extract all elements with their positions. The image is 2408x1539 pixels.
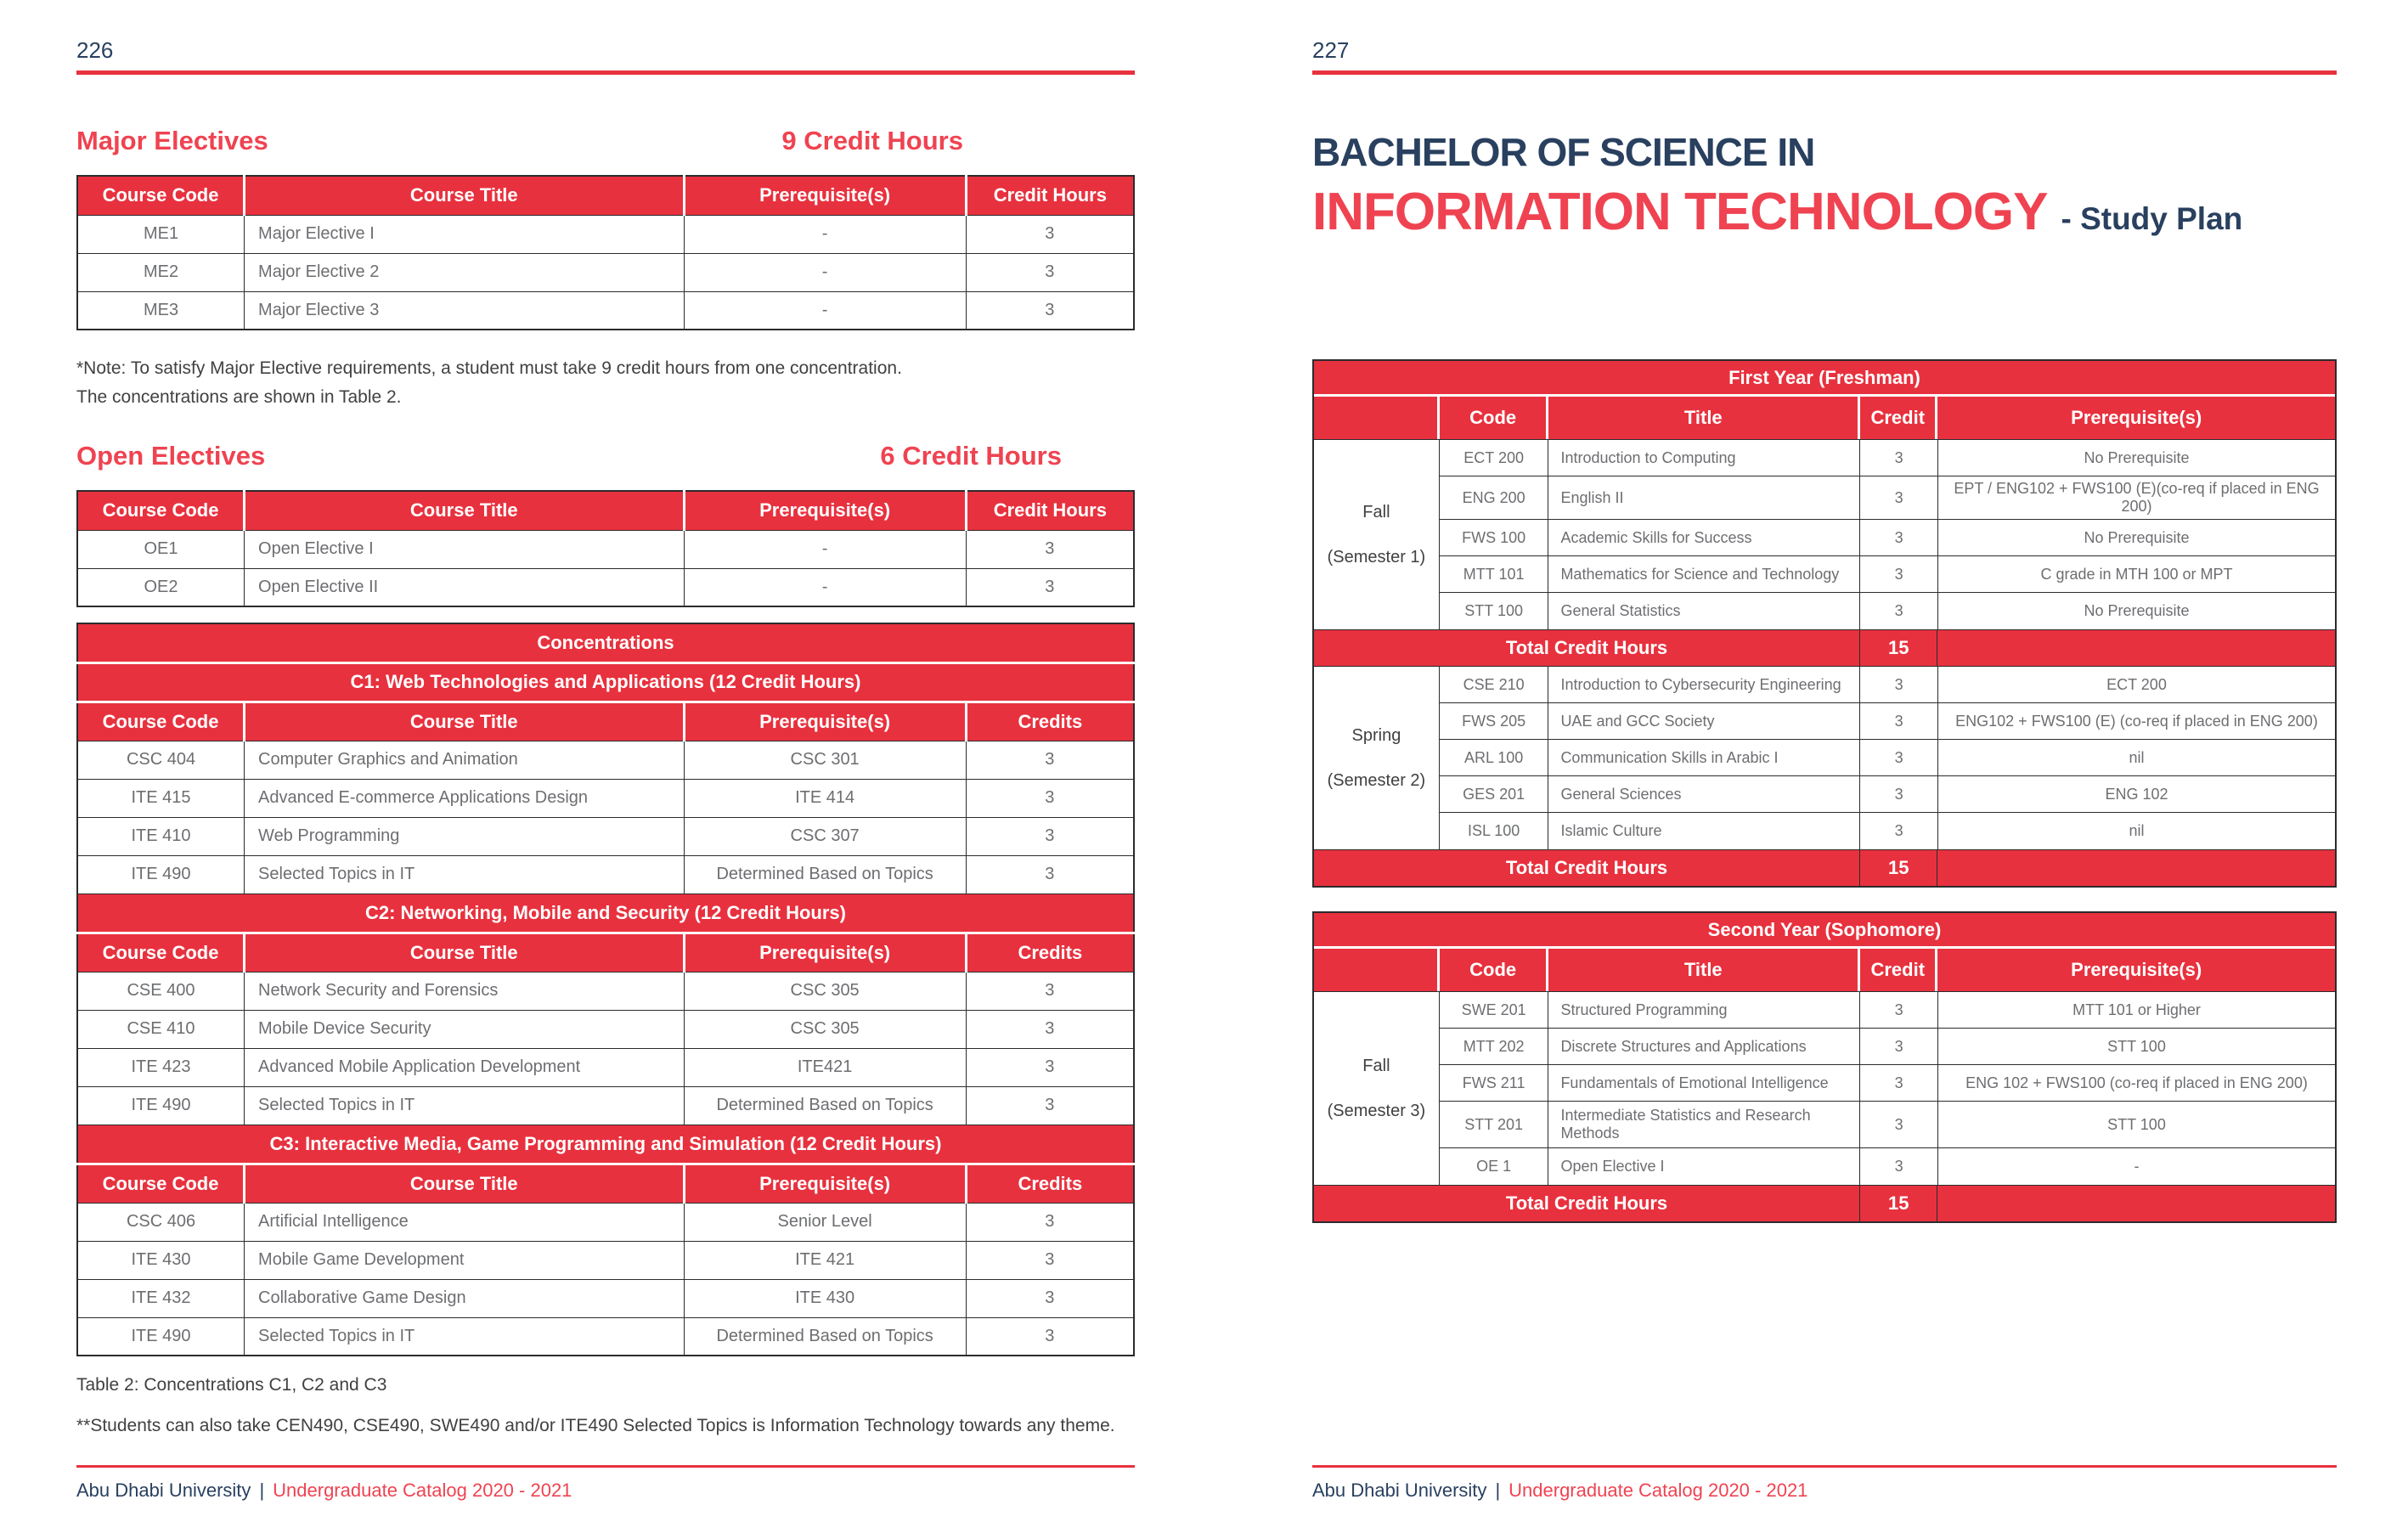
course-code-cell: STT 100	[1440, 593, 1549, 629]
prerequisite-cell: ENG 102	[2105, 785, 2168, 803]
course-row	[1440, 1029, 2335, 1065]
course-code-cell: ITE 423	[77, 1048, 245, 1086]
prerequisite-cell: Determined Based on Topics	[684, 1086, 966, 1125]
major-electives-table	[76, 175, 1135, 330]
open-electives-table	[76, 490, 1135, 607]
section-title: Major Electives	[76, 126, 268, 155]
credits-cell: 3	[966, 1203, 1134, 1241]
prerequisite-cell: No Prerequisite	[2084, 448, 2190, 466]
column-header: Course Title	[245, 702, 685, 741]
prerequisite-cell: Determined Based on Topics	[684, 855, 966, 894]
c2-rows	[77, 972, 1134, 1125]
credits-cell: 3	[966, 779, 1134, 817]
course-title-cell: Mobile Game Development	[245, 1241, 685, 1279]
column-header: Course Title	[245, 1164, 685, 1203]
course-code-cell: FWS 211	[1440, 1065, 1549, 1101]
course-code-cell: ISL 100	[1440, 813, 1549, 849]
course-title-cell: Major Elective 2	[245, 253, 685, 291]
course-title-cell: Intermediate Statistics and Research Methods	[1548, 1102, 1860, 1147]
course-title-cell: Islamic Culture	[1548, 813, 1860, 849]
credits-cell: 3	[966, 741, 1134, 779]
table-row	[77, 972, 1134, 1010]
course-title-cell: Open Elective I	[1548, 1148, 1860, 1185]
course-code-cell: CSE 410	[77, 1010, 245, 1048]
major-electives-heading-row	[76, 126, 1135, 160]
column-header: Prerequisite(s)	[684, 702, 966, 741]
course-title-cell: Advanced E-commerce Applications Design	[245, 779, 685, 817]
column-header: Prerequisite(s)	[2071, 959, 2202, 980]
course-code-cell: ME3	[77, 291, 245, 330]
credit-cell: 3	[1860, 593, 1938, 629]
header-rule	[76, 70, 1135, 75]
semester-name: Spring	[1351, 725, 1401, 745]
credits-cell: 3	[966, 817, 1134, 855]
course-code-cell: ITE 432	[77, 1279, 245, 1317]
course-code-cell: OE2	[77, 568, 245, 606]
semester-number: (Semester 1)	[1327, 547, 1426, 567]
course-code-cell: SWE 201	[1440, 992, 1549, 1028]
course-code-cell: FWS 205	[1440, 703, 1549, 739]
total-credit-hours-row	[1314, 629, 2335, 666]
course-code-cell: CSC 404	[77, 741, 245, 779]
credits-cell: 3	[966, 291, 1134, 330]
table-header	[77, 1164, 1134, 1203]
footer-catalog: Undergraduate Catalog 2020 - 2021	[273, 1480, 572, 1501]
year-table-header	[1314, 949, 2335, 991]
course-code-cell: ARL 100	[1440, 740, 1549, 775]
open-electives-heading-row	[76, 441, 1135, 475]
concentrations-title-band	[77, 623, 1134, 662]
total-credit-hours-row	[1314, 849, 2335, 886]
course-code-cell: ITE 415	[77, 779, 245, 817]
table-header	[77, 176, 1134, 215]
footer-rule	[1312, 1465, 2337, 1468]
course-title-cell: Network Security and Forensics	[245, 972, 685, 1010]
credit-cell: 3	[1860, 520, 1938, 555]
table-row	[77, 291, 1134, 330]
total-label: Total Credit Hours	[1314, 630, 1860, 666]
course-row	[1440, 776, 2335, 813]
table-row	[77, 1010, 1134, 1048]
course-code-cell: ITE 490	[77, 1086, 245, 1125]
note-line: *Note: To satisfy Major Elective requirements, a student must take 9 credit hours from one concentration.	[76, 358, 902, 378]
course-row	[1440, 1102, 2335, 1148]
table-header	[77, 491, 1134, 530]
course-title-cell: Mobile Device Security	[245, 1010, 685, 1048]
footer-separator: |	[1495, 1480, 1501, 1501]
table-row	[77, 741, 1134, 779]
column-header: Course Title	[245, 491, 685, 530]
course-title-cell: Introduction to Cybersecurity Engineering	[1548, 667, 1860, 702]
course-title-cell: Web Programming	[245, 817, 685, 855]
fall-semester-1-block	[1314, 439, 2335, 629]
course-title-cell: UAE and GCC Society	[1548, 703, 1860, 739]
course-title-cell: Artificial Intelligence	[245, 1203, 685, 1241]
column-header: Prerequisite(s)	[2071, 407, 2202, 428]
course-code-cell: ENG 200	[1440, 476, 1549, 519]
semester-rows	[1440, 440, 2335, 629]
band-label: C3: Interactive Media, Game Programming and Simulation (12 Credit Hours)	[77, 1125, 1134, 1164]
credits-cell: 3	[966, 253, 1134, 291]
semester-label	[1314, 992, 1440, 1185]
year-table-title: First Year (Freshman)	[1314, 361, 2335, 397]
total-empty-cell	[1937, 850, 2335, 886]
prerequisite-cell: ENG 102 + FWS100 (co-req if placed in ENG 200)	[1965, 1074, 2308, 1091]
concentration-c3-band	[77, 1125, 1134, 1164]
total-label: Total Credit Hours	[1314, 850, 1860, 886]
table2-caption: Table 2: Concentrations C1, C2 and C3	[76, 1375, 387, 1395]
year-table-title: Second Year (Sophomore)	[1314, 913, 2335, 949]
table-row	[77, 1241, 1134, 1279]
students-note: **Students can also take CEN490, CSE490, SWE490 and/or ITE490 Selected Topics is Information Technology towards any theme.	[76, 1416, 1115, 1435]
total-empty-cell	[1937, 1186, 2335, 1221]
course-code-cell: ITE 410	[77, 817, 245, 855]
credit-cell: 3	[1860, 476, 1938, 519]
footer-separator: |	[259, 1480, 265, 1501]
semester-number: (Semester 2)	[1327, 770, 1426, 790]
total-empty-cell	[1937, 630, 2335, 666]
prerequisite-cell: -	[684, 215, 966, 253]
footer-rule	[76, 1465, 1135, 1468]
prerequisite-cell: CSC 301	[684, 741, 966, 779]
prerequisite-cell: nil	[2129, 822, 2145, 839]
band-label: C2: Networking, Mobile and Security (12 Credit Hours)	[77, 894, 1134, 933]
column-header: Title	[1548, 397, 1860, 439]
credit-cell: 3	[1860, 813, 1938, 849]
prerequisite-cell: -	[684, 291, 966, 330]
semester-name: Fall	[1362, 502, 1390, 521]
course-title-cell: Major Elective I	[245, 215, 685, 253]
course-title-cell: General Sciences	[1548, 776, 1860, 812]
prerequisite-cell: CSC 307	[684, 817, 966, 855]
course-title-cell: Open Elective I	[245, 530, 685, 568]
course-title-cell: Structured Programming	[1548, 992, 1860, 1028]
section-title: Open Electives	[76, 441, 266, 471]
course-row	[1440, 593, 2335, 629]
table-row	[77, 530, 1134, 568]
credits-cell: 3	[966, 1048, 1134, 1086]
semester-label	[1314, 440, 1440, 629]
course-code-cell: ITE 490	[77, 855, 245, 894]
column-header: Prerequisite(s)	[684, 491, 966, 530]
course-row	[1440, 520, 2335, 556]
course-row	[1440, 740, 2335, 776]
column-header: Credit Hours	[966, 176, 1134, 215]
prerequisite-cell: -	[684, 530, 966, 568]
column-header: Credit	[1860, 397, 1937, 439]
credits-cell: 3	[966, 530, 1134, 568]
column-header: Credits	[966, 1164, 1134, 1203]
course-row	[1440, 667, 2335, 703]
degree-title-suffix: - Study Plan	[2061, 201, 2243, 236]
semester-rows	[1440, 992, 2335, 1185]
page-footer	[1312, 1465, 2337, 1502]
column-header: Code	[1440, 397, 1549, 439]
course-title-cell: Computer Graphics and Animation	[245, 741, 685, 779]
course-title-cell: Academic Skills for Success	[1548, 520, 1860, 555]
degree-title-block	[1312, 129, 2337, 242]
credits-cell: 3	[966, 1241, 1134, 1279]
c3-rows	[77, 1203, 1134, 1356]
course-title-cell: English II	[1548, 476, 1860, 519]
semester-column-header	[1314, 949, 1440, 991]
total-value: 15	[1860, 850, 1937, 886]
column-header: Credit Hours	[966, 491, 1134, 530]
course-row	[1440, 1148, 2335, 1185]
credit-cell: 3	[1860, 1065, 1938, 1101]
course-code-cell: GES 201	[1440, 776, 1549, 812]
degree-title-line1: BACHELOR OF SCIENCE IN	[1312, 130, 1815, 174]
c1-rows	[77, 741, 1134, 894]
credit-cell: 3	[1860, 1029, 1938, 1064]
course-code-cell: CSC 406	[77, 1203, 245, 1241]
table-row	[77, 1048, 1134, 1086]
column-header: Course Code	[77, 491, 245, 530]
course-code-cell: ME1	[77, 215, 245, 253]
semester-number: (Semester 3)	[1327, 1101, 1426, 1120]
spring-semester-2-block	[1314, 666, 2335, 849]
course-title-cell: Mathematics for Science and Technology	[1548, 556, 1860, 592]
credits-cell: 3	[966, 1279, 1134, 1317]
footer-university: Abu Dhabi University	[1312, 1480, 1487, 1501]
column-header: Course Code	[77, 702, 245, 741]
course-code-cell: CSE 400	[77, 972, 245, 1010]
credit-cell: 3	[1860, 667, 1938, 702]
column-header: Prerequisite(s)	[684, 933, 966, 972]
course-title-cell: Introduction to Computing	[1548, 440, 1860, 476]
page-right-content	[1312, 0, 2337, 1223]
prerequisite-cell: CSC 305	[684, 1010, 966, 1048]
course-row	[1440, 556, 2335, 593]
table-row	[77, 568, 1134, 606]
total-value: 15	[1860, 1186, 1937, 1221]
second-year-table	[1312, 911, 2337, 1223]
column-header: Credits	[966, 933, 1134, 972]
course-code-cell: ITE 490	[77, 1317, 245, 1356]
course-title-cell: Fundamentals of Emotional Intelligence	[1548, 1065, 1860, 1101]
page-left-content	[76, 0, 1135, 1436]
column-header: Course Title	[245, 933, 685, 972]
page-number: 226	[76, 37, 114, 63]
course-row	[1440, 440, 2335, 476]
table-body	[77, 215, 1134, 330]
table-row	[77, 1279, 1134, 1317]
course-title-cell: Advanced Mobile Application Development	[245, 1048, 685, 1086]
prerequisite-cell: Senior Level	[684, 1203, 966, 1241]
credit-hours-note: 9 Credit Hours	[781, 126, 963, 155]
credit-cell: 3	[1860, 703, 1938, 739]
prerequisite-cell: -	[684, 253, 966, 291]
course-title-cell: Communication Skills in Arabic I	[1548, 740, 1860, 775]
prerequisite-cell: -	[684, 568, 966, 606]
credit-cell: 3	[1860, 1102, 1938, 1147]
prerequisite-cell: EPT / ENG102 + FWS100 (E)(co-req if placed in ENG 200)	[1954, 480, 2320, 515]
table-row	[77, 855, 1134, 894]
prerequisite-cell: STT 100	[2107, 1037, 2166, 1055]
total-label: Total Credit Hours	[1314, 1186, 1860, 1221]
course-code-cell: FWS 100	[1440, 520, 1549, 555]
table-row	[77, 215, 1134, 253]
course-title-cell: Selected Topics in IT	[245, 1086, 685, 1125]
course-row	[1440, 1065, 2335, 1102]
course-code-cell: STT 201	[1440, 1102, 1549, 1147]
course-title-cell: Open Elective II	[245, 568, 685, 606]
band-label: C1: Web Technologies and Applications (12 Credit Hours)	[77, 662, 1134, 702]
prerequisite-cell: C grade in MTH 100 or MPT	[2040, 565, 2233, 583]
year-table-header	[1314, 397, 2335, 439]
credit-cell: 3	[1860, 440, 1938, 476]
page-footer	[76, 1465, 1135, 1502]
header-rule	[1312, 70, 2337, 75]
table-row	[77, 1203, 1134, 1241]
prerequisite-cell: Determined Based on Topics	[684, 1317, 966, 1356]
table-row	[77, 1317, 1134, 1356]
prerequisite-cell: ITE 414	[684, 779, 966, 817]
prerequisite-cell: nil	[2129, 748, 2145, 766]
course-code-cell: ITE 430	[77, 1241, 245, 1279]
table-header	[77, 702, 1134, 741]
prerequisite-cell: MTT 101 or Higher	[2072, 1001, 2201, 1018]
course-code-cell: OE1	[77, 530, 245, 568]
concentration-c1-band	[77, 662, 1134, 702]
credits-cell: 3	[966, 1010, 1134, 1048]
semester-rows	[1440, 667, 2335, 849]
credit-cell: 3	[1860, 992, 1938, 1028]
credit-cell: 3	[1860, 1148, 1938, 1185]
prerequisite-cell: ENG102 + FWS100 (E) (co-req if placed in ENG 200)	[1955, 712, 2318, 730]
table-row	[77, 779, 1134, 817]
table-row	[77, 817, 1134, 855]
course-row	[1440, 703, 2335, 740]
total-value: 15	[1860, 630, 1937, 666]
column-header: Course Code	[77, 176, 245, 215]
course-title-cell: Collaborative Game Design	[245, 1279, 685, 1317]
table-body	[77, 530, 1134, 606]
course-code-cell: OE 1	[1440, 1148, 1549, 1185]
table-header	[77, 933, 1134, 972]
credit-cell: 3	[1860, 556, 1938, 592]
degree-major-name: INFORMATION TECHNOLOGY	[1312, 183, 2048, 241]
credits-cell: 3	[966, 855, 1134, 894]
note-line: The concentrations are shown in Table 2.	[76, 387, 402, 407]
credits-cell: 3	[966, 568, 1134, 606]
credit-cell: 3	[1860, 776, 1938, 812]
column-header: Code	[1440, 949, 1549, 991]
footer-catalog: Undergraduate Catalog 2020 - 2021	[1509, 1480, 1808, 1501]
prerequisite-cell: -	[2134, 1158, 2140, 1175]
catalog-page-right	[1204, 0, 2407, 1539]
course-row	[1440, 992, 2335, 1029]
column-header: Course Code	[77, 933, 245, 972]
fall-semester-3-block	[1314, 991, 2335, 1185]
concentrations-table	[76, 623, 1135, 1356]
credits-cell: 3	[966, 1317, 1134, 1356]
table-row	[77, 253, 1134, 291]
footer-text	[76, 1480, 1135, 1502]
course-code-cell: ME2	[77, 253, 245, 291]
course-code-cell: ECT 200	[1440, 440, 1549, 476]
prerequisite-cell: CSC 305	[684, 972, 966, 1010]
prerequisite-cell: STT 100	[2107, 1115, 2166, 1133]
table-row	[77, 1086, 1134, 1125]
prerequisite-cell: No Prerequisite	[2084, 528, 2190, 546]
prerequisite-cell: ITE 421	[684, 1241, 966, 1279]
column-header: Credit	[1860, 949, 1937, 991]
prerequisite-cell: ITE421	[684, 1048, 966, 1086]
credits-cell: 3	[966, 972, 1134, 1010]
course-code-cell: MTT 101	[1440, 556, 1549, 592]
column-header: Prerequisite(s)	[684, 1164, 966, 1203]
course-title-cell: Selected Topics in IT	[245, 1317, 685, 1356]
total-credit-hours-row	[1314, 1185, 2335, 1221]
column-header: Prerequisite(s)	[684, 176, 966, 215]
band-label: Concentrations	[77, 623, 1134, 662]
credits-cell: 3	[966, 1086, 1134, 1125]
credit-cell: 3	[1860, 740, 1938, 775]
major-electives-note	[76, 354, 1135, 412]
course-title-cell: General Statistics	[1548, 593, 1860, 629]
semester-column-header	[1314, 397, 1440, 439]
page-number: 227	[1312, 37, 1350, 63]
column-header: Credits	[966, 702, 1134, 741]
course-title-cell: Discrete Structures and Applications	[1548, 1029, 1860, 1064]
semester-label	[1314, 667, 1440, 849]
footer-text	[1312, 1480, 2337, 1502]
prerequisite-cell: ITE 430	[684, 1279, 966, 1317]
course-code-cell: CSE 210	[1440, 667, 1549, 702]
semester-name: Fall	[1362, 1056, 1390, 1075]
course-row	[1440, 813, 2335, 849]
first-year-table	[1312, 359, 2337, 888]
column-header: Title	[1548, 949, 1860, 991]
column-header: Course Title	[245, 176, 685, 215]
footer-university: Abu Dhabi University	[76, 1480, 251, 1501]
concentration-c2-band	[77, 894, 1134, 933]
credits-cell: 3	[966, 215, 1134, 253]
column-header: Course Code	[77, 1164, 245, 1203]
course-title-cell: Major Elective 3	[245, 291, 685, 330]
course-row	[1440, 476, 2335, 520]
prerequisite-cell: ECT 200	[2106, 675, 2167, 693]
course-title-cell: Selected Topics in IT	[245, 855, 685, 894]
prerequisite-cell: No Prerequisite	[2084, 602, 2190, 619]
credit-hours-note: 6 Credit Hours	[880, 441, 1062, 471]
course-code-cell: MTT 202	[1440, 1029, 1549, 1064]
